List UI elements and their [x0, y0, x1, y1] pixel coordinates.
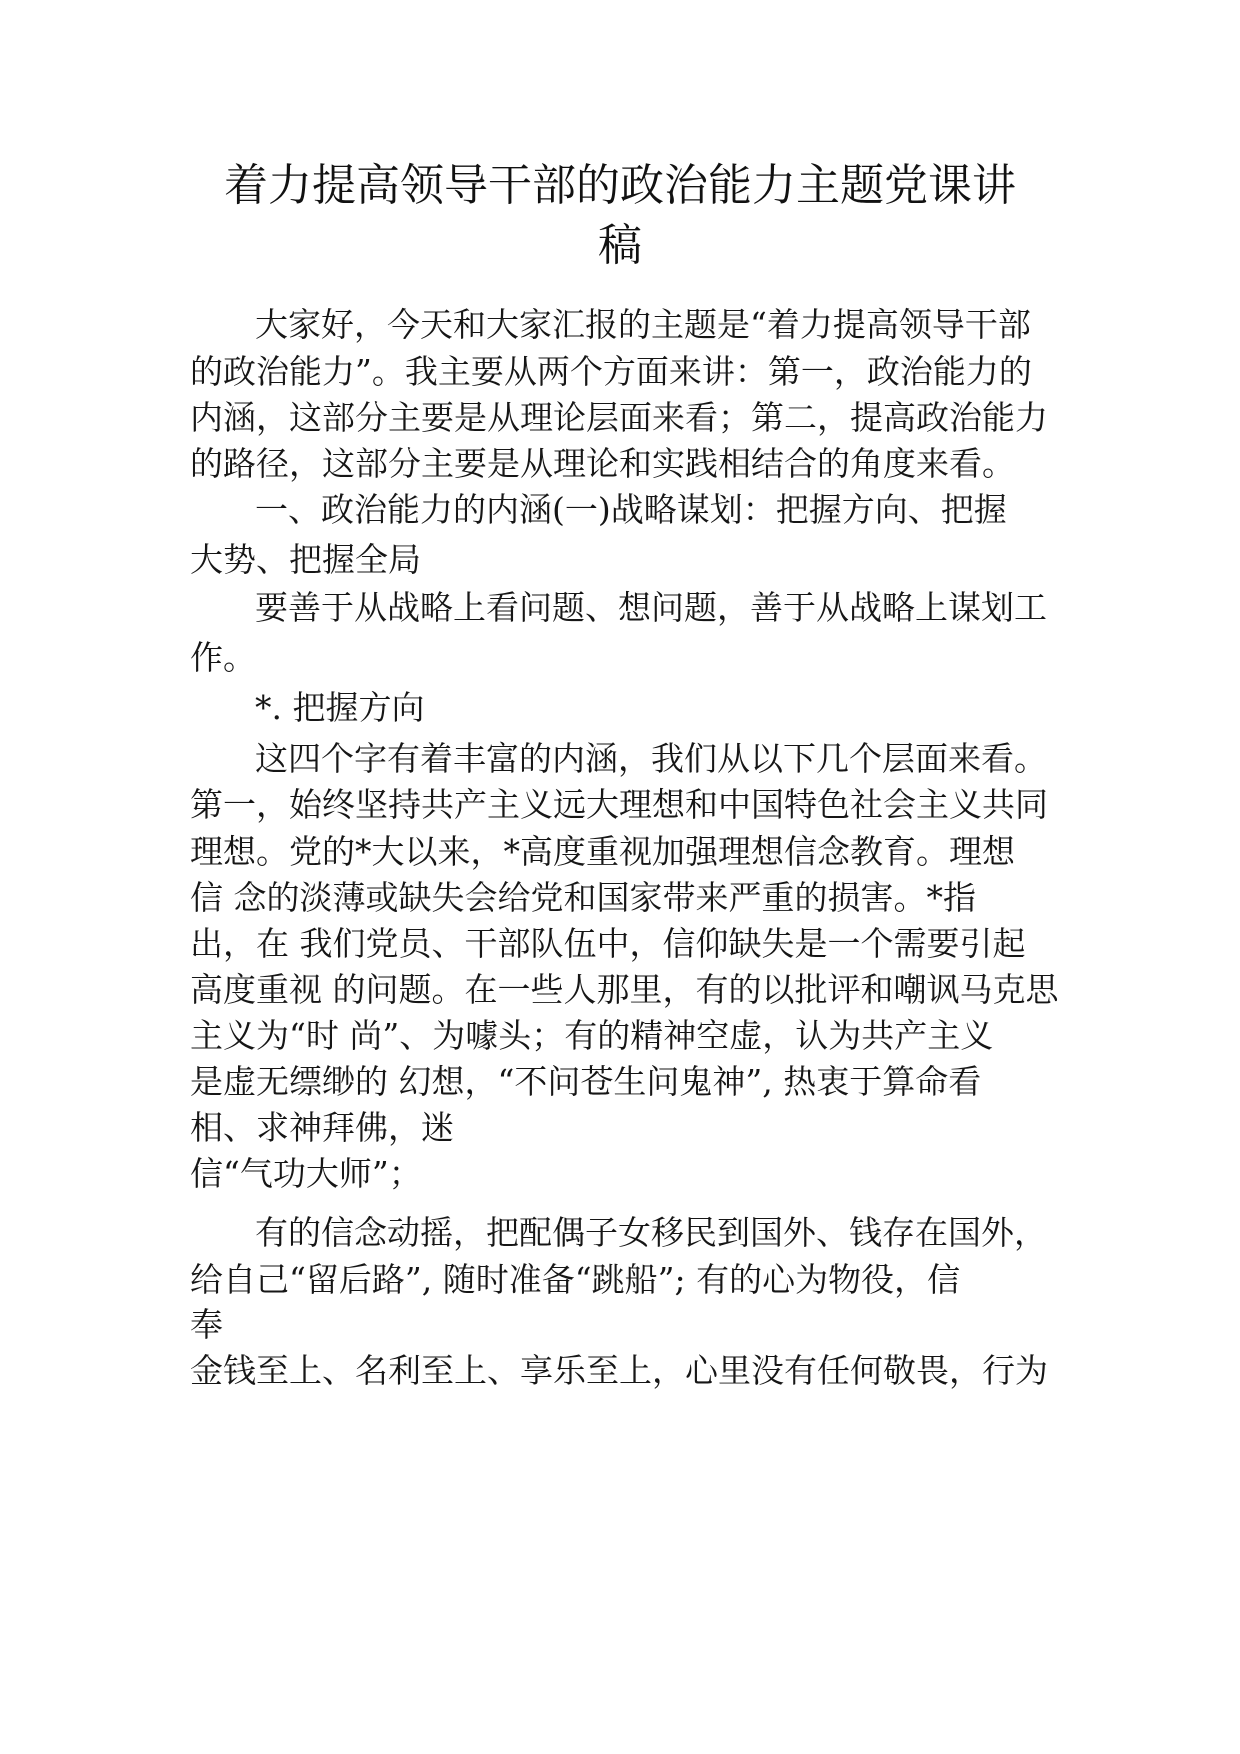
body-line: 有的信念动摇，把配偶子女移民到国外、钱存在国外，	[255, 1213, 1047, 1252]
body-line: 大家好，今天和大家汇报的主题是“着力提高领导干部	[255, 305, 1031, 344]
section-heading: 大势、把握全局	[190, 540, 421, 579]
document-title	[190, 156, 1050, 276]
body-line: 内涵，这部分主要是从理论层面来看；第二，提高政治能力	[190, 398, 1048, 437]
body-line: 信 念的淡薄或缺失会给党和国家带来严重的损害。*指	[190, 878, 976, 917]
body-line: 要善于从战略上看问题、想问题，善于从战略上谋划工	[255, 588, 1047, 627]
body-line: 相、求神拜佛，迷	[190, 1108, 454, 1147]
body-line: 理想。党的*大以来，*高度重视加强理想信念教育。理想	[190, 832, 1015, 871]
body-line: 主义为“时 尚”、为噱头；有的精神空虚，认为共产主义	[190, 1016, 994, 1055]
subsection-heading: *. 把握方向	[255, 688, 425, 727]
body-line: 这四个字有着丰富的内涵，我们从以下几个层面来看。	[255, 739, 1047, 778]
section-heading: 一、政治能力的内涵(一)战略谋划：把握方向、把握	[255, 490, 1007, 529]
body-line: 出，在 我们党员、干部队伍中，信仰缺失是一个需要引起	[190, 924, 1026, 963]
body-line: 给自己“留后路”, 随时准备“跳船”; 有的心为物役，信	[190, 1260, 961, 1299]
body-line: 高度重视 的问题。在一些人那里，有的以批评和嘲讽马克思	[190, 970, 1059, 1009]
body-line: 是虚无缥缈的 幻想，“不问苍生问鬼神”, 热衷于算命看	[190, 1062, 982, 1101]
body-line: 第一，始终坚持共产主义远大理想和中国特色社会主义共同	[190, 785, 1048, 824]
title-line-2: 稿	[598, 220, 642, 271]
body-line: 的路径，这部分主要是从理论和实践相结合的角度来看。	[190, 444, 1015, 483]
title-line-1: 着力提高领导干部的政治能力主题党课讲	[224, 160, 1016, 211]
body-line: 金钱至上、名利至上、享乐至上，心里没有任何敬畏，行为	[190, 1351, 1048, 1390]
body-line: 信“气功大师”；	[190, 1154, 422, 1193]
body-line: 作。	[190, 638, 256, 677]
body-line: 奉	[190, 1305, 223, 1344]
body-line: 的政治能力”。我主要从两个方面来讲：第一，政治能力的	[190, 352, 1032, 391]
